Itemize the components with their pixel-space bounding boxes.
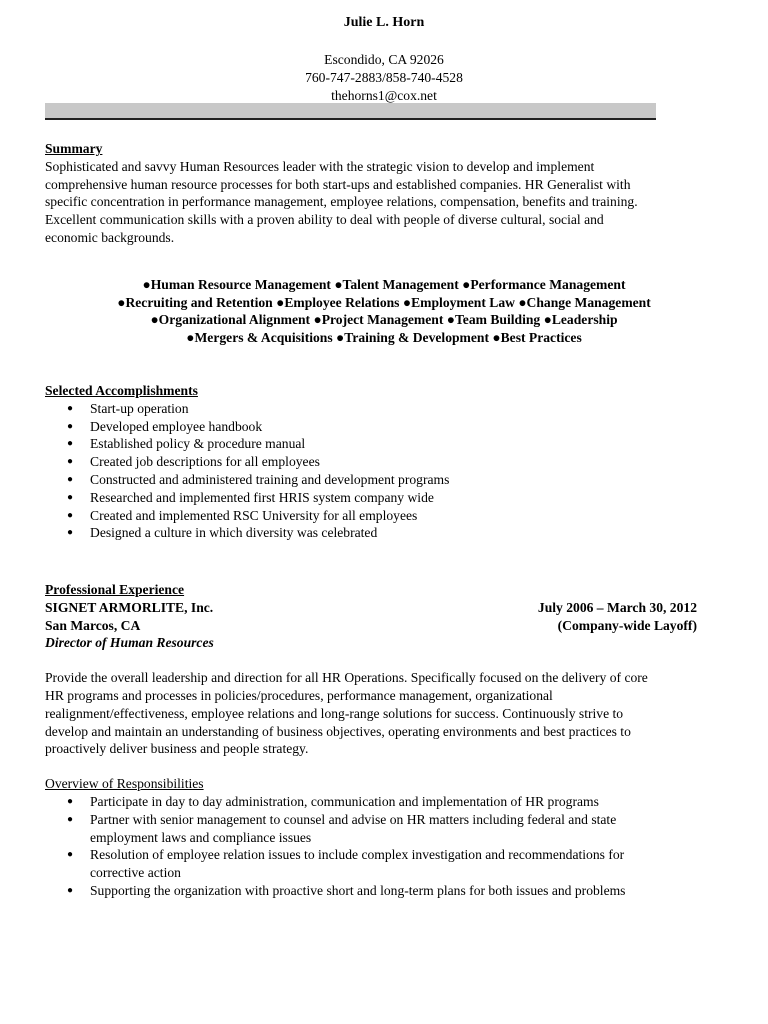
list-item: ● Designed a culture in which diversity was celebrated [67,525,378,541]
bullet-icon: ● [67,884,74,896]
location-row [45,617,697,635]
accomplishments-list [45,400,705,542]
skills-block [0,276,768,346]
bullet-icon: ● [67,813,74,825]
list-item: ● Researched and implemented first HRIS system company wide [67,489,434,505]
summary-line: Excellent communication skills with a proven ability to deal with people of diverse cultural, social and [45,212,604,228]
bullet-icon: ● [67,402,74,414]
experience-section [45,581,705,900]
bullet-icon: ● [67,509,74,521]
summary-line: comprehensive human resource processes for both start-ups and established companies. HR Generalist with [45,176,631,192]
phone-line: 760-747-2883/858-740-4528 [305,70,463,85]
experience-heading: Professional Experience [45,582,185,597]
responsibilities-heading: Overview of Responsibilities [45,776,204,792]
list-item: ● Created job descriptions for all employees [67,454,320,470]
skills-line: ●Mergers & Acquisitions ●Training & Development ●Best Practices [186,329,582,345]
bullet-icon: ● [67,456,74,468]
applicant-name: Julie L. Horn [343,15,425,30]
skills-line: ●Human Resource Management ●Talent Management ●Performance Management [142,277,626,292]
list-item: ● Resolution of employee relation issues to include complex investigation and recommendations for corrective action [67,847,625,881]
bullet-icon: ● [67,438,74,450]
bullet-icon: ● [67,473,74,485]
description-line: Provide the overall leadership and direction for all HR Operations. Specifically focused on the delivery of core [45,670,648,686]
description-line: develop and maintain an understanding of business objectives, operating environments and best practices to [45,723,631,739]
departure-note: (Company-wide Layoff) [557,617,697,633]
list-item: ● Partner with senior management to counsel and advise on HR matters including federal and state employment laws and compliance issues [67,811,617,845]
accomplishments-heading: Selected Accomplishments [45,383,198,398]
company-row [45,599,697,617]
description-line: proactively deliver business and people strategy. [45,741,309,757]
list-item: ● Supporting the organization with proactive short and long-term plans for both issues and problems [67,882,626,898]
list-item: ● Developed employee handbook [67,418,263,434]
bullet-icon: ● [67,795,74,807]
header-divider [45,103,656,120]
bullet-icon: ● [67,527,74,539]
contact-block [0,51,768,105]
job-title: Director of Human Resources [45,635,214,651]
responsibilities-list [45,793,705,900]
bullet-icon: ● [67,849,74,861]
summary-paragraph [45,158,705,247]
bullet-icon: ● [67,491,74,503]
summary-line: specific concentration in performance management, employee relations, compensation, benefits and training. [45,194,638,210]
bullet-icon: ● [67,420,74,432]
list-item: ● Created and implemented RSC University for all employees [67,507,418,523]
skills-line: ●Organizational Alignment ●Project Management ●Team Building ●Leadership [150,312,618,328]
employment-dates: July 2006 – March 30, 2012 [537,599,697,615]
list-item: ● Participate in day to day administration, communication and implementation of HR programs [67,793,599,809]
address-line: Escondido, CA 92026 [324,52,444,67]
description-line: realignment/effectiveness, employee relations and long-range solutions for success. Continuously strive to [45,705,624,721]
accomplishments-section [45,382,705,542]
company-name: SIGNET ARMORLITE, Inc. [45,599,214,615]
list-item: ● Start-up operation [67,400,189,416]
company-location: San Marcos, CA [45,617,141,633]
summary-line: Sophisticated and savvy Human Resources leader with the strategic vision to develop and implement [45,158,595,174]
list-item: ● Established policy & procedure manual [67,436,306,452]
summary-section [45,140,705,247]
role-description [45,669,705,758]
email-line: thehorns1@cox.net [331,88,437,103]
skills-line: ●Recruiting and Retention ●Employee Relations ●Employment Law ●Change Management [117,294,651,310]
summary-line: economic backgrounds. [45,229,175,245]
summary-heading: Summary [45,141,103,156]
description-line: HR programs and processes in policies/procedures, performance management, organizational [45,687,553,703]
list-item: ● Constructed and administered training and development programs [67,471,450,487]
